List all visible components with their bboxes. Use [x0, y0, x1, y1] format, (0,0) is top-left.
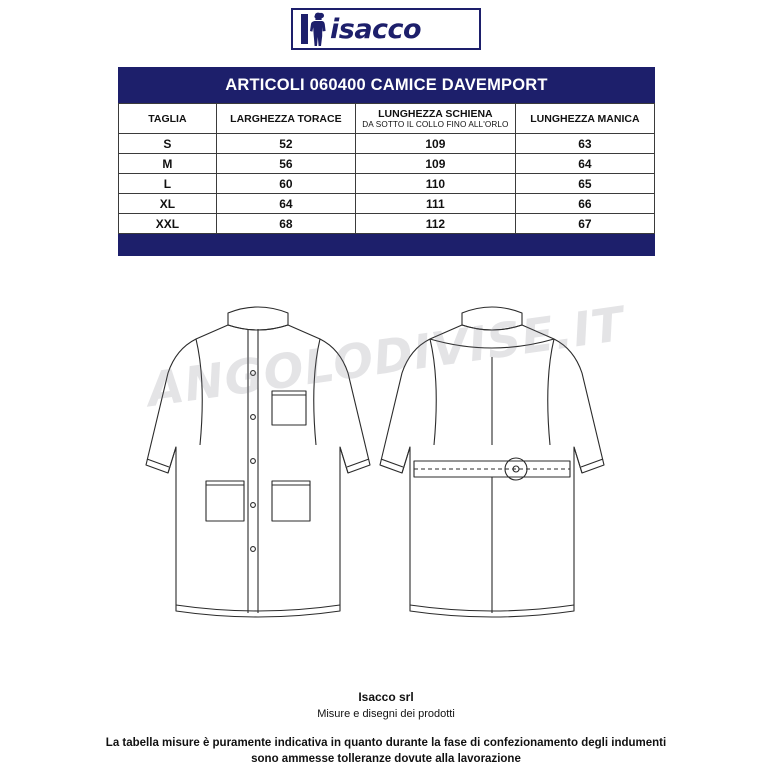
- cell-taglia: XL: [119, 194, 217, 214]
- table-row: [119, 174, 655, 194]
- cell-torace: 68: [216, 214, 355, 234]
- camice-back-view: [380, 307, 604, 617]
- page-title: ARTICOLI 060400 CAMICE DAVEMPORT: [225, 76, 548, 94]
- footer-company-name: Isacco srl: [358, 690, 414, 704]
- table-row: [119, 194, 655, 214]
- cell-manica: 66: [515, 194, 654, 214]
- watermark-text: ANGOLODIVISE.IT: [143, 296, 629, 419]
- panel-footer-bar: [118, 234, 655, 256]
- cell-manica: 67: [515, 214, 654, 234]
- table-header-row: [119, 104, 655, 134]
- footer-subtitle: Misure e disegni dei prodotti: [317, 708, 455, 720]
- logo-header: [0, 8, 772, 50]
- footer-disclaimer: [0, 736, 772, 767]
- table-row: [119, 214, 655, 234]
- cell-manica: 63: [515, 134, 654, 154]
- column-subheader-lunghezza-schiena: DA SOTTO IL COLLO FINO ALL'ORLO: [362, 120, 509, 130]
- page-footer: [0, 690, 772, 767]
- cell-schiena: 109: [355, 154, 515, 174]
- size-table-panel: [118, 67, 655, 256]
- column-header-lunghezza-manica: LUNGHEZZA MANICA: [515, 104, 654, 134]
- product-illustrations: [0, 295, 772, 655]
- cell-torace: 64: [216, 194, 355, 214]
- isacco-chef-logo-icon: [299, 12, 329, 46]
- cell-manica: 64: [515, 154, 654, 174]
- footer-disclaimer-line-1: La tabella misure è puramente indicativa in quanto durante la fase di confezionamento degli indumenti: [105, 737, 667, 749]
- footer-disclaimer-line-2: sono ammesse tolleranze dovute alla lavorazione: [251, 752, 521, 765]
- cell-torace: 56: [216, 154, 355, 174]
- cell-schiena: 110: [355, 174, 515, 194]
- cell-taglia: S: [119, 134, 217, 154]
- brand-name: isacco: [330, 13, 422, 45]
- size-table: [118, 103, 655, 234]
- cell-torace: 52: [216, 134, 355, 154]
- column-header-taglia: TAGLIA: [119, 104, 217, 134]
- column-header-larghezza-torace: LARGHEZZA TORACE: [216, 104, 355, 134]
- cell-taglia: L: [119, 174, 217, 194]
- cell-torace: 60: [216, 174, 355, 194]
- cell-manica: 65: [515, 174, 654, 194]
- cell-taglia: M: [119, 154, 217, 174]
- brand-logo: [291, 8, 481, 50]
- camice-technical-drawing: [0, 295, 772, 655]
- table-row: [119, 134, 655, 154]
- cell-taglia: XXL: [119, 214, 217, 234]
- cell-schiena: 112: [355, 214, 515, 234]
- column-header-lunghezza-schiena: LUNGHEZZA SCHIENA DA SOTTO IL COLLO FINO ALL'ORLO: [355, 104, 515, 134]
- camice-front-view: [146, 307, 370, 617]
- cell-schiena: 109: [355, 134, 515, 154]
- table-row: [119, 154, 655, 174]
- cell-schiena: 111: [355, 194, 515, 214]
